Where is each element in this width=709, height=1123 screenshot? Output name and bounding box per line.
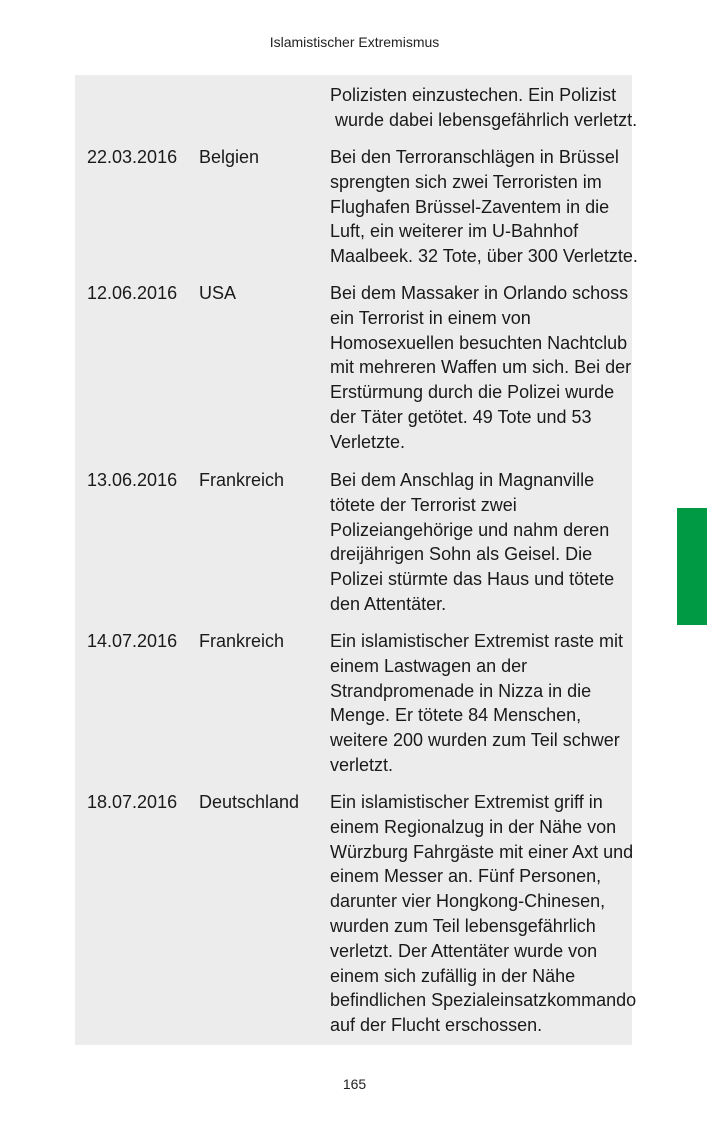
country-cell: Belgien bbox=[199, 147, 260, 167]
description-cell bbox=[330, 468, 630, 617]
description-line: einem Lastwagen an der bbox=[330, 655, 528, 676]
description-line: einem sich zufällig in der Nähe bbox=[330, 965, 576, 986]
date-cell: 13.06.2016 bbox=[87, 470, 178, 490]
description-line: Flughafen Brüssel-Zaventem in die bbox=[330, 196, 610, 217]
description-line: Homosexuellen besuchten Nachtclub bbox=[330, 332, 628, 353]
description-line: Polizei stürmte das Haus und tötete bbox=[330, 569, 615, 590]
description-line: einem Regionalzug in der Nähe von bbox=[330, 816, 617, 837]
description-line: Maalbeek. 32 Tote, über 300 Verletzte. bbox=[330, 246, 638, 267]
description-line: Polizisten einzustechen. Ein Polizist bbox=[330, 85, 617, 105]
description-line: Bei dem Massaker in Orlando schoss bbox=[330, 283, 629, 303]
date-cell: 12.06.2016 bbox=[87, 283, 178, 303]
country-cell: Deutschland bbox=[199, 792, 300, 812]
description-line: verletzt. bbox=[330, 754, 394, 775]
description-line: Würzburg Fahrgäste mit einer Axt und bbox=[330, 841, 634, 862]
description-cell bbox=[330, 83, 638, 133]
description-line: auf der Flucht erschossen. bbox=[330, 1015, 543, 1036]
country-cell: Frankreich bbox=[199, 470, 285, 490]
page-number: 165 bbox=[342, 1076, 367, 1092]
description-line: Luft, ein weiterer im U-Bahnhof bbox=[330, 221, 579, 242]
description-line: weitere 200 wurden zum Teil schwer bbox=[330, 730, 620, 751]
country-cell: Frankreich bbox=[199, 631, 285, 651]
description-cell bbox=[330, 790, 637, 1038]
description-line: tötete der Terrorist zwei bbox=[330, 494, 517, 515]
date-cell: 14.07.2016 bbox=[87, 631, 178, 651]
chronology-table bbox=[75, 75, 638, 1045]
date-cell: 22.03.2016 bbox=[87, 147, 178, 167]
description-line: dreijährigen Sohn als Geisel. Die bbox=[330, 544, 593, 565]
description-line: Menge. Er tötete 84 Menschen, bbox=[330, 705, 582, 726]
description-line: Polizeiangehörige und nahm deren bbox=[330, 519, 610, 540]
description-line: wurden zum Teil lebensgefährlich bbox=[330, 915, 596, 936]
description-cell bbox=[330, 145, 638, 269]
description-line: den Attentäter. bbox=[330, 593, 447, 614]
description-line: Erstürmung durch die Polizei wurde bbox=[330, 382, 615, 403]
description-line: mit mehreren Waffen um sich. Bei der bbox=[330, 357, 632, 378]
description-line: Ein islamistischer Extremist griff in bbox=[330, 792, 603, 812]
description-line: einem Messer an. Fünf Personen, bbox=[330, 866, 602, 887]
description-line: Ein islamistischer Extremist raste mit bbox=[330, 631, 624, 651]
description-line: darunter vier Hongkong-Chinesen, bbox=[330, 891, 606, 912]
description-line: wurde dabei lebensgefährlich verletzt. bbox=[330, 109, 638, 130]
country-cell: USA bbox=[199, 283, 237, 303]
description-line: sprengten sich zwei Terroristen im bbox=[330, 171, 602, 192]
description-cell bbox=[330, 629, 630, 778]
description-line: der Täter getötet. 49 Tote und 53 bbox=[330, 406, 592, 427]
date-cell: 18.07.2016 bbox=[87, 792, 178, 812]
description-line: ein Terrorist in einem von bbox=[330, 307, 531, 328]
description-line: befindlichen Spezialeinsatzkommando bbox=[330, 990, 637, 1011]
chapter-tab-marker bbox=[677, 508, 707, 625]
description-line: Verletzte. bbox=[330, 431, 406, 452]
running-header: Islamistischer Extremismus bbox=[269, 34, 440, 50]
description-cell bbox=[330, 281, 630, 455]
description-line: Bei dem Anschlag in Magnanville bbox=[330, 470, 595, 490]
description-line: Bei den Terroranschlägen in Brüssel bbox=[330, 147, 619, 167]
description-line: verletzt. Der Attentäter wurde von bbox=[330, 940, 598, 961]
description-line: Strandpromenade in Nizza in die bbox=[330, 680, 592, 701]
